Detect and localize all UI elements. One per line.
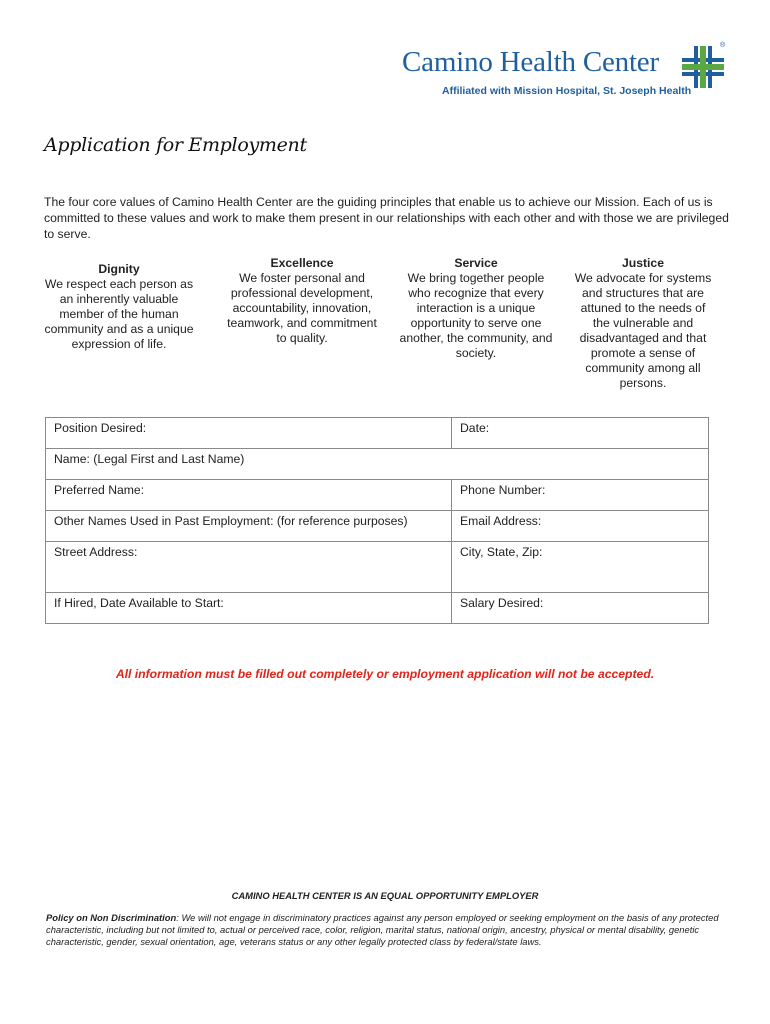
non-discrimination-policy: [46, 912, 730, 948]
core-value-dignity: [38, 262, 200, 352]
city-state-zip-field[interactable]: City, State, Zip:: [452, 542, 709, 593]
core-value-text: We foster personal and professional development, accountability, innovation, teamwork, and commitment to quality.: [227, 271, 377, 345]
core-value-justice: [572, 256, 714, 391]
registered-mark: ®: [720, 42, 726, 49]
other-names-field[interactable]: Other Names Used in Past Employment: (for reference purposes): [46, 511, 452, 542]
date-field[interactable]: Date:: [452, 418, 709, 449]
health-cross-icon: [680, 44, 726, 90]
street-address-field[interactable]: Street Address:: [46, 542, 452, 593]
start-date-field[interactable]: If Hired, Date Available to Start:: [46, 593, 452, 624]
core-value-service: [398, 256, 554, 361]
core-value-text: We bring together people who recognize that every interaction is a unique opportunity to serve one another, the community, and society.: [399, 271, 553, 360]
page-title: Application for Employment: [44, 134, 307, 156]
core-value-heading: Dignity: [98, 262, 140, 276]
logo-affiliation: Affiliated with Mission Hospital, St. Joseph Health: [442, 85, 692, 97]
legal-name-field[interactable]: Name: (Legal First and Last Name): [46, 449, 709, 480]
core-value-excellence: [222, 256, 382, 346]
equal-opportunity-statement: CAMINO HEALTH CENTER IS AN EQUAL OPPORTUNITY EMPLOYER: [231, 890, 539, 901]
application-form: [45, 417, 709, 624]
core-value-text: We respect each person as an inherently valuable member of the human community and as a unique expression of life.: [44, 277, 194, 351]
core-value-heading: Service: [454, 256, 498, 270]
core-value-text: We advocate for systems and structures that are attuned to the needs of the vulnerable and disadvantaged and that promote a sense of community among all persons.: [574, 271, 712, 390]
preferred-name-field[interactable]: Preferred Name:: [46, 480, 452, 511]
completion-warning: All information must be filled out completely or employment application will not be accepted.: [115, 667, 655, 681]
core-value-heading: Excellence: [270, 256, 334, 270]
camino-health-logo: [402, 40, 732, 102]
phone-number-field[interactable]: Phone Number:: [452, 480, 709, 511]
salary-desired-field[interactable]: Salary Desired:: [452, 593, 709, 624]
position-desired-field[interactable]: Position Desired:: [46, 418, 452, 449]
policy-text: : We will not engage in discriminatory practices against any person employed or seeking employment on the basis of any protected characteristic, including but not limited to, actual or perceived race, color, religion, marital status, national origin, ancestry, physical or mental disability, genetic characteristic, gender, sexual orientation, age, veterans status or any other legally protected class by federal/state laws.: [46, 912, 719, 947]
intro-paragraph: The four core values of Camino Health Center are the guiding principles that enable us to achieve our Mission. Each of us is committed to these values and work to make them present in our relationships with each other and with those we are privileged to serve.: [44, 195, 729, 241]
core-value-heading: Justice: [621, 256, 664, 270]
policy-label: Policy on Non Discrimination: [46, 912, 177, 923]
email-address-field[interactable]: Email Address:: [452, 511, 709, 542]
logo-name: Camino Health Center: [402, 46, 659, 78]
